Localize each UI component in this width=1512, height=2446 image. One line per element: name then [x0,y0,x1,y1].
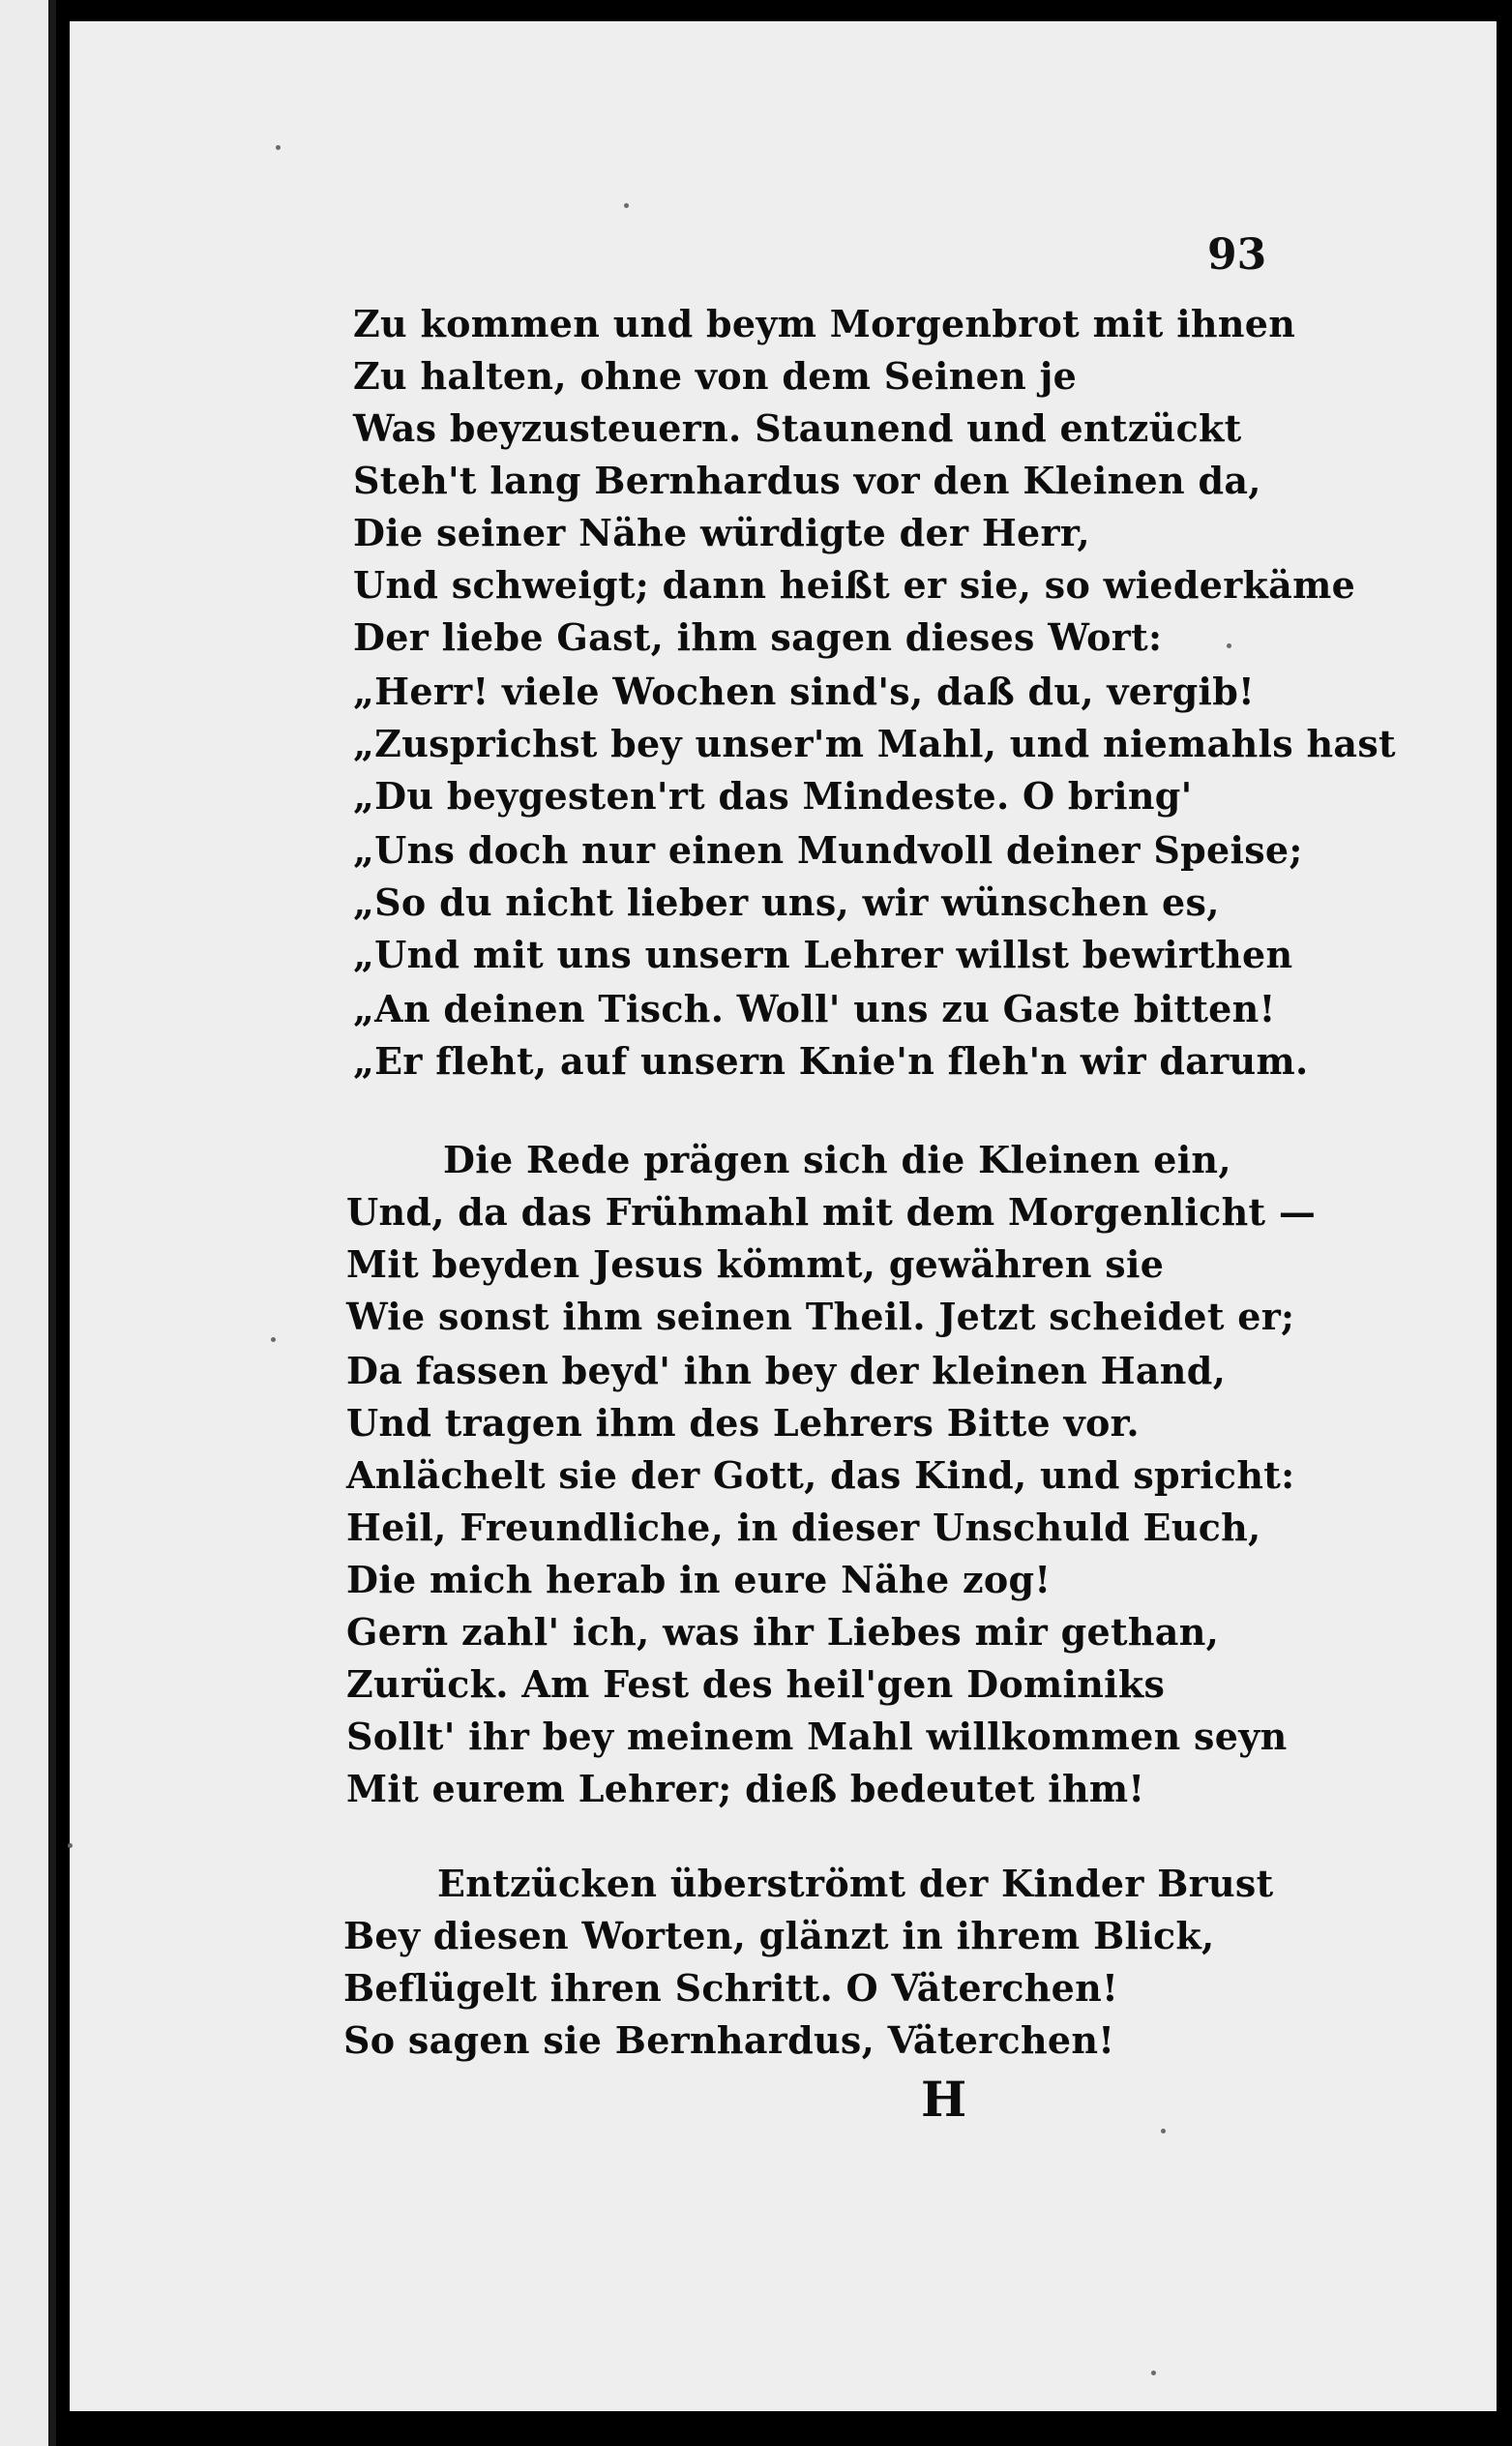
verse-line: Bey diesen Worten, glänzt in ihrem Blick, [343,1914,1215,1957]
verse-line: Anlächelt sie der Gott, das Kind, und spricht: [346,1453,1295,1497]
verse-line: „Herr! viele Wochen sind's, daß du, vergib! [353,670,1256,713]
verse-line: Und, da das Frühmahl mit dem Morgenlicht — [346,1190,1317,1234]
verse-line: Was beyzusteuern. Staunend und entzückt [353,406,1242,450]
verse-line: Die mich herab in eure Nähe zog! [346,1558,1052,1601]
verse-line: „Und mit uns unsern Lehrer willst bewirthen [353,933,1293,976]
verse-line: Zurück. Am Fest des heil'gen Dominiks [346,1662,1166,1706]
scan-speck [1151,2371,1156,2375]
verse-line: Wie sonst ihm seinen Theil. Jetzt scheidet er; [346,1295,1295,1338]
verse-line: Sollt' ihr bey meinem Mahl willkommen seyn [346,1715,1288,1758]
verse-line: „So du nicht lieber uns, wir wünschen es, [353,880,1220,924]
verse-line: Steh't lang Bernhardus vor den Kleinen da, [353,459,1261,502]
verse-line: Die seiner Nähe würdigte der Herr, [353,511,1090,554]
verse-line: Entzücken überströmt der Kinder Brust [437,1862,1274,1905]
verse-line: Heil, Freundliche, in dieser Unschuld Euch, [346,1506,1261,1549]
verse-line: „An deinen Tisch. Woll' uns zu Gaste bitten! [353,987,1276,1030]
verse-line: Der liebe Gast, ihm sagen dieses Wort: [353,615,1163,659]
scan-speck [271,1337,276,1342]
scan-speck [624,203,629,208]
verse-line: „Uns doch nur einen Mundvoll deiner Speise; [353,828,1303,872]
verse-line: „Er fleht, auf unsern Knie'n fleh'n wir darum. [353,1039,1309,1083]
scan-speck [68,1843,73,1848]
verse-line: Mit eurem Lehrer; dieß bedeutet ihm! [346,1767,1145,1810]
verse-line: „Zusprichst bey unser'm Mahl, und niemahls hast [353,722,1396,765]
verse-line: So sagen sie Bernhardus, Väterchen! [343,2018,1115,2062]
verse-line: Beflügelt ihren Schritt. O Väterchen! [343,1966,1119,2010]
verse-line: Zu halten, ohne von dem Seinen je [353,354,1078,398]
scan-speck [276,145,281,150]
adjacent-page-edge [0,0,56,2446]
verse-line: Mit beyden Jesus kömmt, gewähren sie [346,1242,1165,1286]
verse-line: Da fassen beyd' ihn bey der kleinen Hand, [346,1349,1227,1392]
verse-line: Gern zahl' ich, was ihr Liebes mir gethan, [346,1610,1220,1654]
verse-line: Zu kommen und beym Morgenbrot mit ihnen [353,302,1296,345]
verse-line: Und schweigt; dann heißt er sie, so wiederkäme [353,563,1356,607]
page-number: 93 [1207,230,1267,280]
verse-line: „Du beygesten'rt das Mindeste. O bring' [353,774,1193,818]
scan-speck [1161,2129,1166,2133]
catchword: H [921,2071,967,2128]
scan-speck [1227,643,1231,648]
verse-line: Und tragen ihm des Lehrers Bitte vor. [346,1401,1140,1445]
verse-line: Die Rede prägen sich die Kleinen ein, [443,1138,1231,1181]
